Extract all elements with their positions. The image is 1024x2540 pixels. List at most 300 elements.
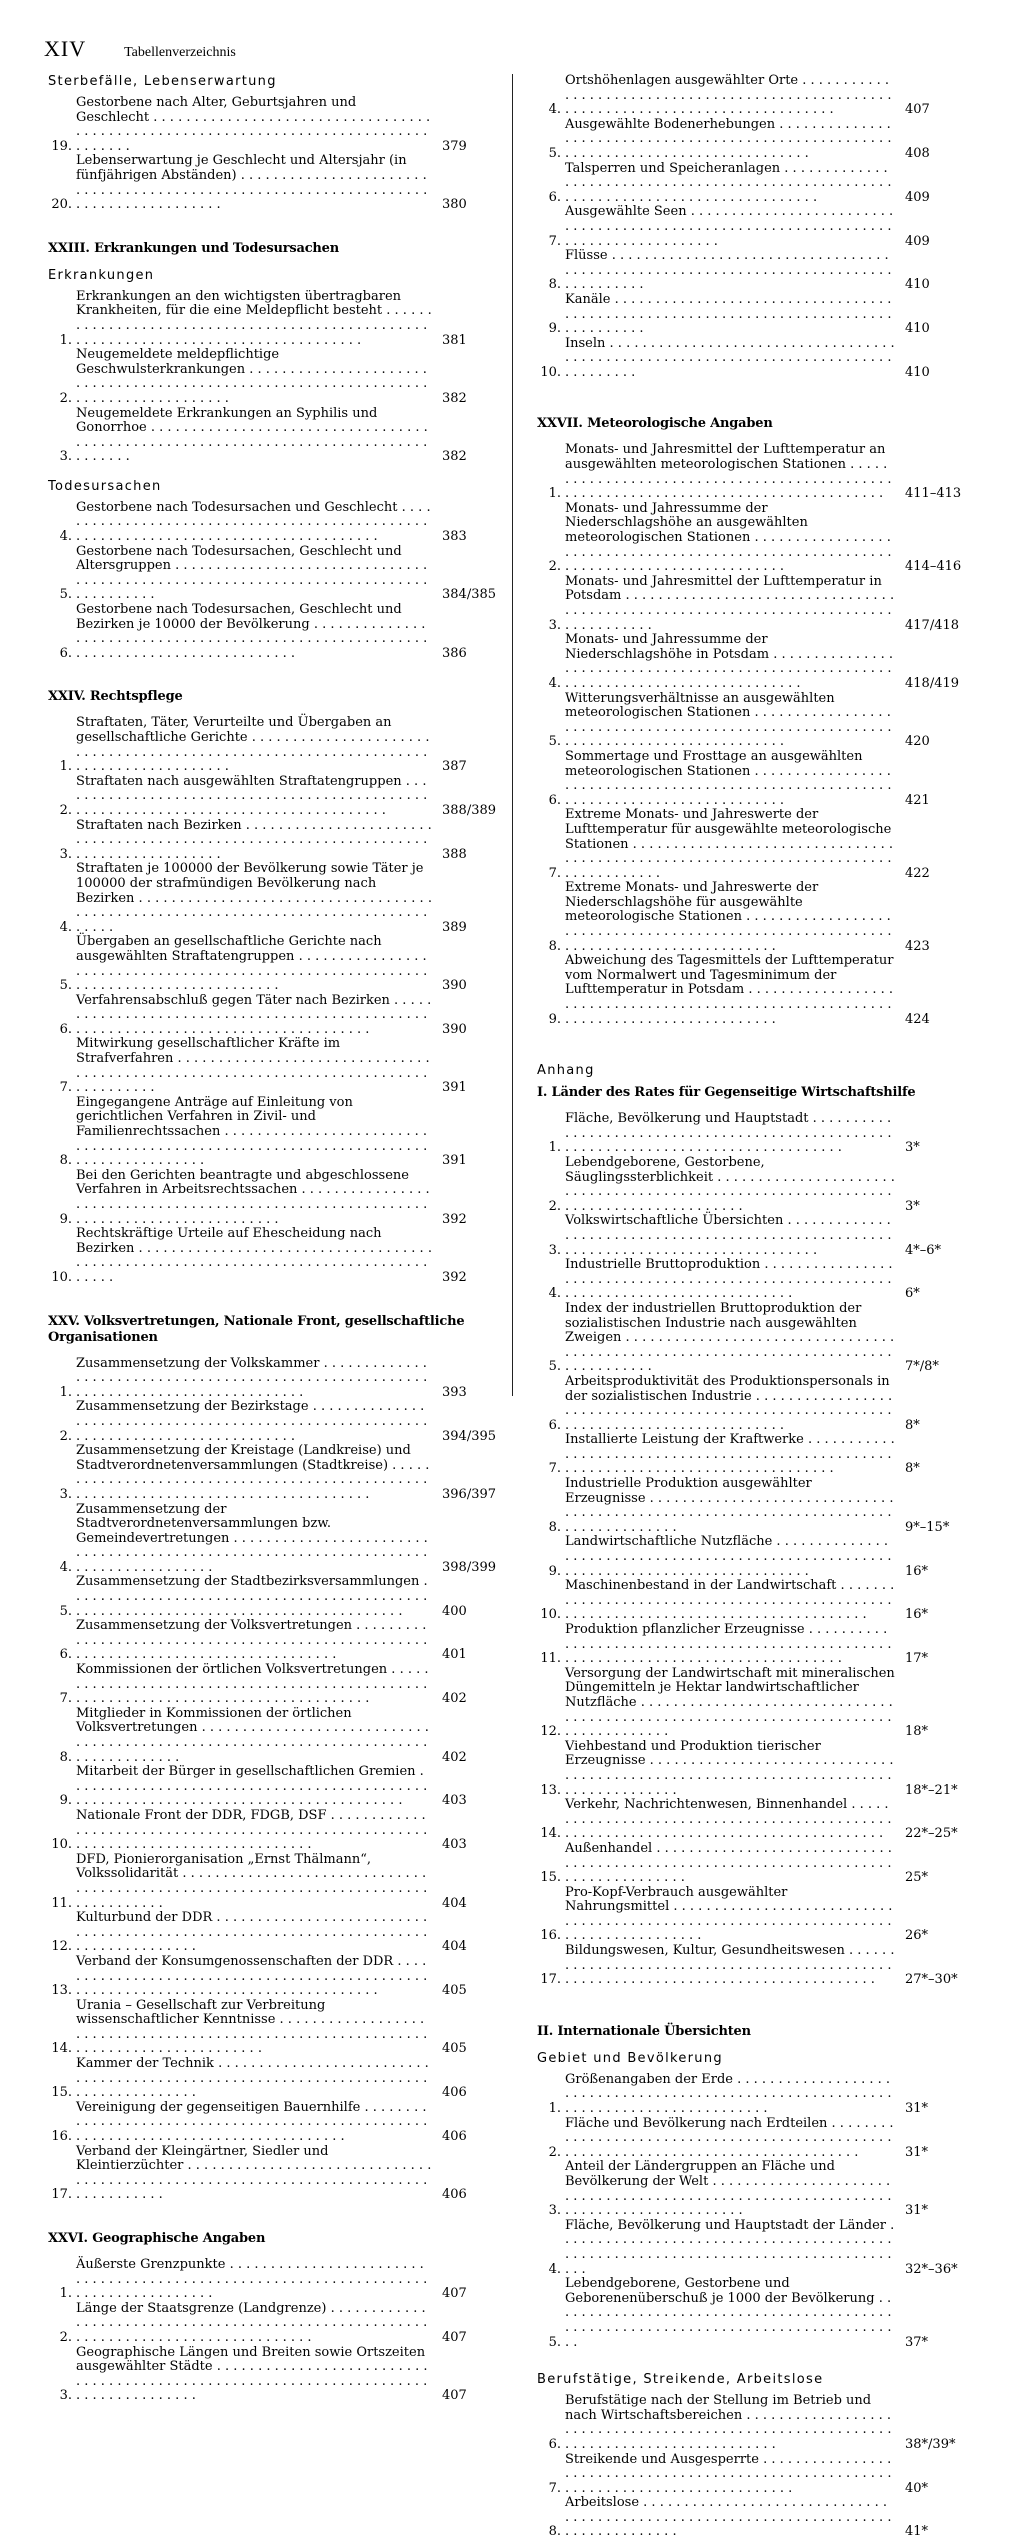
entry-page: 420 — [905, 734, 930, 750]
toc-entry — [537, 249, 973, 293]
entry-title — [72, 1037, 432, 1095]
entry-page: 6* — [905, 1286, 920, 1302]
entry-title — [561, 954, 895, 1027]
toc-entry — [537, 205, 973, 249]
entry-title-text: Größenangaben der Erde — [565, 2071, 733, 2087]
entry-title-text: Lebendgeborene, Gestorbene und Geborenenüberschuß je 1000 der Bevölkerung — [565, 2276, 875, 2306]
entry-page: 381 — [442, 332, 467, 348]
entry-title-text: Installierte Leistung der Kraftwerke — [565, 1432, 804, 1448]
entry-title — [72, 1707, 432, 1765]
entry-page: 27*–30* — [905, 1972, 958, 1988]
toc-entry — [537, 1258, 973, 1302]
entry-list — [48, 2258, 480, 2404]
entry-page: 410 — [905, 277, 930, 293]
entry-page: 423 — [905, 938, 930, 954]
entry-number: 5. — [548, 145, 561, 161]
entry-page: 404 — [442, 1895, 467, 1911]
entry-title — [72, 501, 432, 545]
entry-title — [72, 1999, 432, 2057]
entry-title — [561, 692, 895, 750]
toc-entry — [48, 1663, 480, 1707]
entry-number: 14. — [540, 1826, 561, 1842]
entry-number: 9. — [59, 1793, 72, 1809]
entry-title-text: Sommertage und Frosttage an ausgewählten meteorologischen Stationen — [565, 748, 863, 779]
toc-entry — [48, 1707, 480, 1765]
toc-entry — [48, 407, 480, 465]
entry-title — [561, 337, 895, 381]
entry-page: 16* — [905, 1563, 929, 1579]
entry-number: 6. — [548, 189, 561, 205]
entry-title — [561, 1156, 895, 1214]
entry-page: 400 — [442, 1603, 467, 1619]
entry-number: 13. — [540, 1782, 561, 1798]
entry-title — [72, 1663, 432, 1707]
entry-page: 421 — [905, 792, 930, 808]
entry-number: 2. — [548, 559, 561, 575]
entry-number: 8. — [548, 938, 561, 954]
entry-page: 9*–15* — [905, 1519, 950, 1535]
toc-entry — [48, 819, 480, 863]
toc-entry — [48, 1169, 480, 1227]
toc-entry — [48, 603, 480, 661]
toc-entry — [537, 162, 973, 206]
entry-page: 18*–21* — [905, 1782, 958, 1798]
entry-title-text: Inseln — [565, 335, 606, 351]
entry-title-text: Neugemeldete meldepflichtige Geschwulsterkrankungen — [76, 347, 280, 377]
entry-number: 11. — [540, 1651, 561, 1667]
toc-entry — [537, 1740, 973, 1798]
entry-page: 16* — [905, 1607, 929, 1623]
entry-page: 391 — [442, 1080, 467, 1096]
entry-title-text: Neugemeldete Erkrankungen an Syphilis und Gonorrhoe — [76, 405, 378, 436]
entry-title-text: Ausgewählte Bodenerhebungen — [565, 116, 776, 132]
entry-title — [72, 2258, 432, 2302]
entry-title-text: Zusammensetzung der Stadtverordnetenversammlungen bzw. Gemeindevertretungen — [76, 1501, 332, 1546]
toc-entry — [48, 1037, 480, 1095]
entry-title — [561, 2453, 895, 2497]
toc-entry — [48, 2145, 480, 2203]
entry-page: 22*–25* — [905, 1826, 958, 1842]
entry-number: 20. — [51, 197, 72, 213]
toc-entry — [537, 502, 973, 575]
entry-title — [561, 1112, 895, 1156]
entry-page: 392 — [442, 1269, 467, 1285]
toc-entry — [48, 1575, 480, 1619]
entry-page: 405 — [442, 1983, 467, 1999]
toc-entry — [48, 290, 480, 348]
entry-title — [72, 2057, 432, 2101]
entry-title — [72, 1400, 432, 1444]
toc-entry — [537, 633, 973, 691]
entry-title-text: Geographische Längen und Breiten sowie Ortszeiten ausgewählter Städte — [76, 2344, 426, 2375]
entry-number: 2. — [548, 1198, 561, 1214]
entry-page: 422 — [905, 865, 930, 881]
toc-entry — [48, 716, 480, 774]
entry-title — [561, 1258, 895, 1302]
entry-number: 12. — [540, 1724, 561, 1740]
entry-list — [537, 443, 973, 1027]
subheading-todesursachen: Todesursachen — [48, 478, 162, 494]
entry-page: 404 — [442, 1939, 467, 1955]
entry-title-text: Pro-Kopf-Verbrauch ausgewählter Nahrungsmittel — [565, 1884, 788, 1915]
entry-list — [48, 96, 480, 213]
entry-title — [72, 1096, 432, 1169]
entry-number: 16. — [51, 2129, 72, 2145]
page-number: XIV — [44, 36, 87, 61]
entry-title-text: Abweichung des Tagesmittels der Lufttemperatur vom Normalwert und Tagesminimum der Lufttemperatur in Potsdam — [565, 953, 894, 998]
entry-title — [561, 249, 895, 293]
entry-page: 403 — [442, 1793, 467, 1809]
entry-number: 3. — [548, 2203, 561, 2219]
entry-title-text: Mitglieder in Kommissionen der örtlichen Volksvertretungen — [76, 1705, 352, 1736]
entry-page: 384/385 — [442, 587, 497, 603]
entry-page: 405 — [442, 2041, 467, 2057]
entry-title — [72, 1955, 432, 1999]
entry-title-text: Lebenserwartung je Geschlecht und Altersjahr (in fünfjährigen Abständen) — [76, 153, 407, 183]
toc-entry — [537, 1886, 973, 1944]
section-heading-xxiii: XXIII. Erkrankungen und Todesursachen — [48, 240, 339, 256]
toc-entry — [537, 692, 973, 750]
entry-number: 4. — [59, 529, 72, 545]
entry-page: 388 — [442, 846, 467, 862]
entry-list — [537, 2073, 973, 2350]
entry-title-text: Versorgung der Landwirtschaft mit mineralischen Düngemitteln je Hektar landwirtschaftlicher Nutzfläche — [565, 1665, 895, 1710]
entry-number: 4. — [548, 1286, 561, 1302]
entry-title-text: Übergaben an gesellschaftliche Gerichte nach ausgewählten Straftatengruppen — [76, 934, 382, 964]
toc-entry — [48, 1911, 480, 1955]
entry-title — [561, 1477, 895, 1535]
entry-page: 391 — [442, 1153, 467, 1169]
entry-title-text: Kanäle — [565, 291, 611, 307]
entry-title — [72, 819, 432, 863]
toc-entry — [48, 935, 480, 993]
entry-title-text: Witterungsverhältnisse an ausgewählten meteorologischen Stationen — [565, 690, 835, 721]
entry-title-text: Verband der Konsumgenossenschaften der DDR — [76, 1953, 394, 1969]
toc-entry — [48, 501, 480, 545]
toc-entry — [48, 2101, 480, 2145]
entry-title — [561, 633, 895, 691]
entry-number: 6. — [59, 1021, 72, 1037]
entry-number: 5. — [548, 2334, 561, 2350]
entry-page: 396/397 — [442, 1486, 497, 1502]
entry-title-text: Fläche, Bevölkerung und Hauptstadt der Länder — [565, 2217, 886, 2233]
subheading-erkrankungen: Erkrankungen — [48, 267, 155, 283]
toc-entry — [537, 1623, 973, 1667]
entry-list — [537, 1112, 973, 1988]
section-heading-xxvi: XXVI. Geographische Angaben — [48, 2231, 266, 2246]
running-title: Tabellenverzeichnis — [124, 45, 236, 60]
entry-page: 38*/39* — [905, 2436, 956, 2452]
entry-title — [561, 118, 895, 162]
toc-entry — [537, 1112, 973, 1156]
entry-page: 417/418 — [905, 617, 960, 633]
entry-title-text: Maschinenbestand in der Landwirtschaft — [565, 1578, 837, 1594]
entry-title-text: Bildungswesen, Kultur, Gesundheitswesen — [565, 1943, 845, 1959]
entry-number: 1. — [548, 486, 561, 502]
entry-number: 1. — [59, 332, 72, 348]
entry-title — [561, 1214, 895, 1258]
entry-title-text: Straftaten je 100000 der Bevölkerung sowie Täter je 100000 der strafmündigen Bevölkerung nach Bezirken — [76, 861, 424, 906]
entry-number: 3. — [59, 1486, 72, 1502]
toc-entry — [48, 862, 480, 935]
entry-title-text: Arbeitslose — [565, 2495, 640, 2511]
toc-entry — [48, 1619, 480, 1663]
entry-title — [72, 1503, 432, 1576]
toc-entry — [537, 74, 973, 118]
entry-page: 408 — [905, 145, 930, 161]
entry-page: 4*–6* — [905, 1242, 942, 1258]
entry-title — [561, 74, 895, 118]
entry-number: 6. — [548, 2436, 561, 2452]
toc-entry — [537, 1944, 973, 1988]
entry-number: 8. — [548, 2524, 561, 2540]
entry-page: 407 — [442, 2286, 467, 2302]
entry-page: 407 — [905, 102, 930, 118]
entry-title — [72, 1575, 432, 1619]
toc-entry — [48, 1096, 480, 1169]
toc-entry — [537, 293, 973, 337]
page-header — [44, 36, 236, 60]
entry-title-text: Landwirtschaftliche Nutzfläche — [565, 1534, 773, 1550]
entry-title — [561, 2073, 895, 2117]
entry-page: 388/389 — [442, 802, 497, 818]
entry-page: 398/399 — [442, 1559, 497, 1575]
entry-title-text: Streikende und Ausgesperrte — [565, 2451, 759, 2467]
subheading-gebiet: Gebiet und Bevölkerung — [537, 2050, 723, 2066]
entry-list — [48, 715, 497, 1285]
entry-page: 18* — [905, 1724, 929, 1740]
toc-entry — [537, 2277, 973, 2350]
toc-entry — [48, 154, 480, 212]
entry-title-text: Produktion pflanzlicher Erzeugnisse — [565, 1622, 805, 1637]
entry-title-text: Rechtskräftige Urteile auf Ehescheidung nach Bezirken — [76, 1226, 382, 1256]
toc-entry — [537, 2160, 973, 2218]
toc-entry — [48, 2057, 480, 2101]
entry-number: 3. — [59, 2388, 72, 2404]
entry-title-text: Gestorbene nach Alter, Geburtsjahren und Geschlecht — [76, 95, 357, 125]
entry-title-text: Nationale Front der DDR, FDGB, DSF — [76, 1807, 327, 1823]
entry-page: 25* — [905, 1870, 929, 1886]
entry-page: 31* — [905, 2203, 929, 2219]
entry-page: 8* — [905, 1417, 920, 1433]
subheading-anhang: Anhang — [537, 1063, 595, 1079]
entry-title-text: Zusammensetzung der Stadtbezirksversammlungen — [76, 1574, 420, 1590]
entry-title — [561, 1886, 895, 1944]
toc-entry — [537, 1214, 973, 1258]
section-heading-xxiv: XXIV. Rechtspflege — [48, 689, 183, 705]
entry-title — [72, 154, 432, 212]
entry-number: 6. — [548, 792, 561, 808]
entry-page: 406 — [442, 2085, 467, 2101]
entry-title — [72, 1619, 432, 1663]
entry-title-text: Mitwirkung gesellschaftlicher Kräfte im Strafverfahren — [76, 1036, 341, 1067]
entry-title — [561, 2277, 895, 2350]
entry-title — [561, 293, 895, 337]
leader-dots — [565, 248, 891, 292]
entry-page: 7*/8* — [905, 1359, 939, 1375]
entry-title — [72, 2145, 432, 2203]
toc-entry — [537, 808, 973, 881]
subheading-sterbefaelle: Sterbefälle, Lebenserwartung — [48, 74, 277, 89]
entry-title-text: Fläche, Bevölkerung und Hauptstadt — [565, 1111, 809, 1127]
entry-title — [72, 1169, 432, 1227]
entry-number: 5. — [59, 587, 72, 603]
entry-title — [561, 1579, 895, 1623]
entry-title-text: Zusammensetzung der Kreistage (Landkreise) und Stadtverordnetenversammlungen (Stadtkreise) — [76, 1443, 411, 1473]
entry-title — [561, 1433, 895, 1477]
entry-title — [561, 2160, 895, 2218]
entry-title-text: Außenhandel — [565, 1840, 653, 1856]
entry-title-text: Erkrankungen an den wichtigsten übertragbaren Krankheiten, für die eine Meldepflicht besteht — [76, 288, 402, 319]
entry-number: 2. — [59, 390, 72, 406]
entry-title-text: Zusammensetzung der Bezirkstage — [76, 1399, 309, 1415]
entry-page: 17* — [905, 1651, 929, 1667]
entry-title — [72, 1444, 432, 1502]
entry-title — [72, 862, 432, 935]
entry-page: 414–416 — [905, 559, 962, 575]
toc-entry — [537, 881, 973, 954]
entry-page: 402 — [442, 1691, 467, 1707]
entry-number: 2. — [59, 1428, 72, 1444]
entry-number: 9. — [59, 1211, 72, 1227]
entry-number: 15. — [540, 1870, 561, 1886]
left-column — [48, 74, 497, 2404]
entry-title-text: Kulturbund der DDR — [76, 1910, 213, 1926]
toc-entry — [537, 1667, 973, 1740]
entry-number: 3. — [59, 449, 72, 465]
entry-number: 7. — [548, 1461, 561, 1477]
entry-title-text: Ortshöhenlagen ausgewählter Orte — [565, 73, 799, 88]
entry-number: 8. — [548, 1519, 561, 1535]
entry-title-text: Kommissionen der örtlichen Volksvertretungen — [76, 1662, 388, 1678]
entry-title-text: Mitarbeit der Bürger in gesellschaftlichen Gremien — [76, 1764, 416, 1780]
entry-page: 410 — [905, 321, 930, 337]
entry-title — [561, 1798, 895, 1842]
entry-number: 6. — [548, 1417, 561, 1433]
entry-page: 31* — [905, 2144, 929, 2160]
entry-title — [561, 2219, 895, 2277]
toc-entry — [48, 2258, 480, 2302]
entry-title — [72, 2346, 432, 2404]
entry-page: 8* — [905, 1461, 920, 1477]
entry-number: 13. — [51, 1983, 72, 1999]
toc-entry — [537, 2496, 973, 2540]
entry-title-text: Talsperren und Speicheranlagen — [565, 160, 781, 176]
entry-title — [72, 1227, 432, 1285]
entry-page: 26* — [905, 1928, 929, 1944]
entry-title-text: Extreme Monats- und Jahreswerte der Niederschlagshöhe für ausgewählte meteorologische Stationen — [565, 880, 819, 925]
entry-title — [561, 1667, 895, 1740]
entry-number: 9. — [548, 1011, 561, 1027]
entry-title-text: Monats- und Jahressumme der Niederschlagshöhe an ausgewählten meteorologischen Stationen — [565, 500, 808, 546]
entry-list — [48, 1355, 497, 2203]
entry-page: 406 — [442, 2187, 467, 2203]
entry-title-text: Straftaten nach ausgewählten Straftatengruppen — [76, 773, 402, 789]
entry-title-text: Fläche und Bevölkerung nach Erdteilen — [565, 2115, 828, 2131]
entry-title — [561, 205, 895, 249]
entry-title-text: Monats- und Jahressumme der Niederschlagshöhe in Potsdam — [565, 632, 770, 662]
toc-entry — [537, 118, 973, 162]
entry-title — [72, 96, 432, 154]
entry-title-text: Bei den Gerichten beantragte und abgeschlossene Verfahren in Arbeitsrechtssachen — [76, 1167, 409, 1198]
entry-title-text: Urania – Gesellschaft zur Verbreitung wissenschaftlicher Kenntnisse — [76, 1997, 326, 2028]
section-heading-xxvii: XXVII. Meteorologische Angaben — [537, 416, 773, 432]
entry-number: 4. — [59, 1559, 72, 1575]
toc-entry — [48, 1809, 480, 1853]
entry-number: 7. — [59, 1691, 72, 1707]
entry-page: 409 — [905, 189, 930, 205]
entry-title-text: Länge der Staatsgrenze (Landgrenze) — [76, 2300, 327, 2316]
entry-number: 7. — [59, 1080, 72, 1096]
entry-title — [561, 1535, 895, 1579]
toc-entry — [48, 1399, 497, 1444]
toc-entry — [48, 348, 480, 406]
entry-title-text: Ausgewählte Seen — [565, 204, 687, 220]
toc-entry — [537, 337, 973, 381]
entry-title-text: Zusammensetzung der Volkskammer — [76, 1355, 320, 1371]
subheading-berufstaetige: Berufstätige, Streikende, Arbeitslose — [537, 2372, 824, 2388]
entry-title-text: Anteil der Ländergruppen an Fläche und Bevölkerung der Welt — [565, 2159, 835, 2189]
toc-entry — [537, 1579, 973, 1623]
entry-title-text: Monats- und Jahresmittel der Lufttemperatur an ausgewählten meteorologischen Stationen — [565, 442, 886, 473]
leader-dots — [565, 336, 895, 380]
entry-number: 14. — [51, 2041, 72, 2057]
entry-page: 390 — [442, 1021, 467, 1037]
entry-page: 380 — [442, 197, 467, 213]
entry-number: 2. — [59, 802, 72, 818]
toc-entry — [537, 2073, 973, 2117]
entry-number: 7. — [548, 233, 561, 249]
entry-page: 402 — [442, 1749, 467, 1765]
entry-number: 5. — [59, 1603, 72, 1619]
entry-title-text: Verband der Kleingärtner, Siedler und Kleintierzüchter — [76, 2143, 329, 2174]
entry-number: 3. — [548, 617, 561, 633]
entry-title — [561, 750, 895, 808]
entry-title — [72, 716, 432, 774]
entry-number: 4. — [59, 919, 72, 935]
entry-number: 8. — [548, 277, 561, 293]
entry-list — [48, 290, 480, 465]
entry-title-text: Index der industriellen Bruttoproduktion der sozialistischen Industrie nach ausgewählten Zweigen — [565, 1300, 862, 1346]
entry-page: 32*–36* — [905, 2261, 958, 2277]
entry-number: 9. — [548, 1563, 561, 1579]
entry-title — [72, 1765, 432, 1809]
entry-title — [561, 1302, 895, 1375]
entry-page: 411–413 — [905, 486, 962, 502]
entry-page: 406 — [442, 2129, 467, 2145]
entry-title — [72, 290, 432, 348]
leader-dots — [565, 292, 891, 336]
entry-page: 383 — [442, 529, 467, 545]
entry-title — [72, 348, 432, 406]
entry-title-text: DFD, Pionierorganisation „Ernst Thälmann“, Volkssolidarität — [76, 1851, 372, 1882]
toc-entry — [48, 994, 480, 1038]
toc-entry — [537, 1798, 973, 1842]
entry-page: 382 — [442, 390, 467, 406]
entry-page: 37* — [905, 2334, 929, 2350]
entry-page: 392 — [442, 1211, 467, 1227]
toc-entry — [537, 1375, 973, 1433]
toc-entry — [48, 96, 480, 154]
entry-number: 12. — [51, 1939, 72, 1955]
section-heading-international: II. Internationale Übersichten — [537, 2023, 751, 2039]
toc-entry — [48, 2346, 480, 2404]
entry-title — [72, 1911, 432, 1955]
toc-entry — [537, 2219, 973, 2277]
entry-title — [72, 935, 432, 993]
toc-entry — [48, 1443, 497, 1502]
entry-title — [561, 162, 895, 206]
